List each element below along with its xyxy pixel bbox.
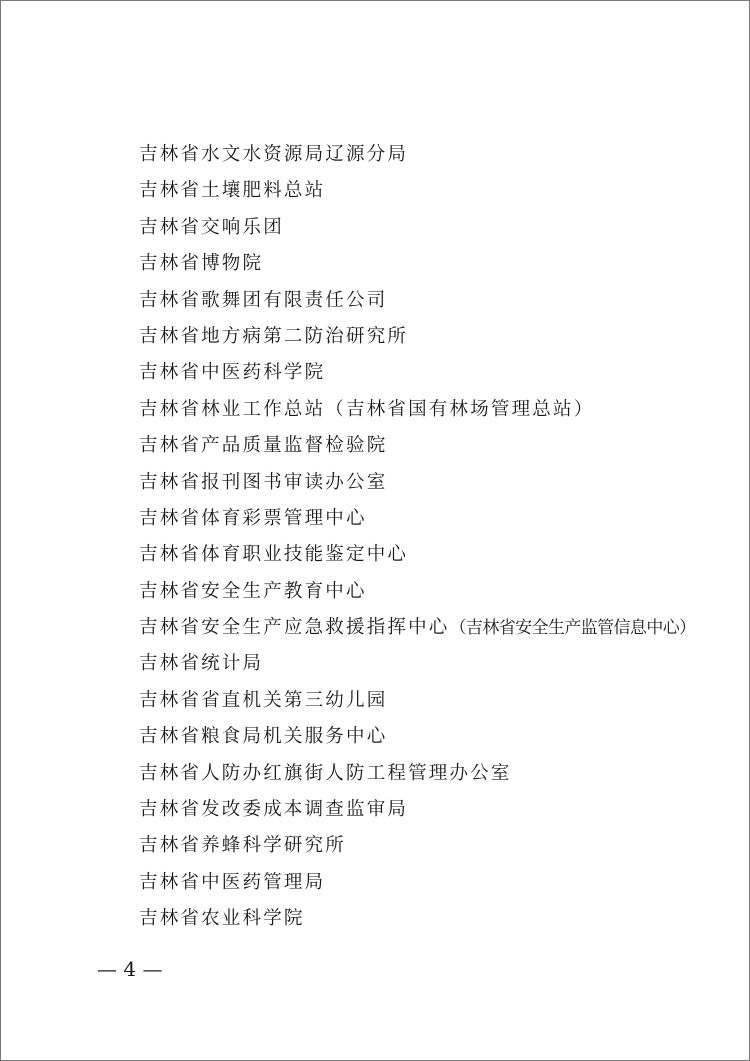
list-item: [139, 610, 696, 646]
list-item: 吉林省产品质量监督检验院: [139, 435, 388, 457]
list-item: 吉林省中医药科学院: [139, 362, 326, 384]
list-item-tail: （吉林省安全生产监管信息中心）: [449, 618, 696, 639]
list-item: 吉林省体育职业技能鉴定中心: [139, 544, 409, 566]
list-item: 吉林省报刊图书审读办公室: [139, 471, 388, 493]
list-item-head: 吉林省安全生产应急救援指挥中心: [139, 617, 450, 639]
list-item: 吉林省地方病第二防治研究所: [139, 325, 409, 347]
list-item: 吉林省养蜂科学研究所: [139, 835, 347, 857]
list-item: 吉林省土壤肥料总站: [139, 180, 326, 202]
list-item: 吉林省农业科学院: [139, 908, 305, 930]
list-item: 吉林省博物院: [139, 253, 264, 275]
list-item: 吉林省交响乐团: [139, 216, 284, 238]
list-item: 吉林省林业工作总站（吉林省国有林场管理总站）: [139, 398, 595, 420]
list-item: 吉林省粮食局机关服务中心: [139, 726, 388, 748]
list-item: 吉林省统计局: [139, 653, 264, 675]
list-item: 吉林省水文水资源局辽源分局: [139, 144, 409, 165]
list-item: 吉林省发改委成本调查监审局: [139, 799, 409, 821]
list-item: 吉林省省直机关第三幼儿园: [139, 689, 388, 711]
list-item: 吉林省安全生产教育中心: [139, 580, 367, 602]
list-item: 吉林省歌舞团有限责任公司: [139, 289, 388, 311]
page-number: — 4 —: [97, 957, 163, 981]
list-item: 吉林省人防办红旗街人防工程管理办公室: [139, 762, 512, 784]
unit-list: [139, 137, 696, 938]
list-item: 吉林省中医药管理局: [139, 871, 326, 893]
list-item: 吉林省体育彩票管理中心: [139, 507, 367, 529]
